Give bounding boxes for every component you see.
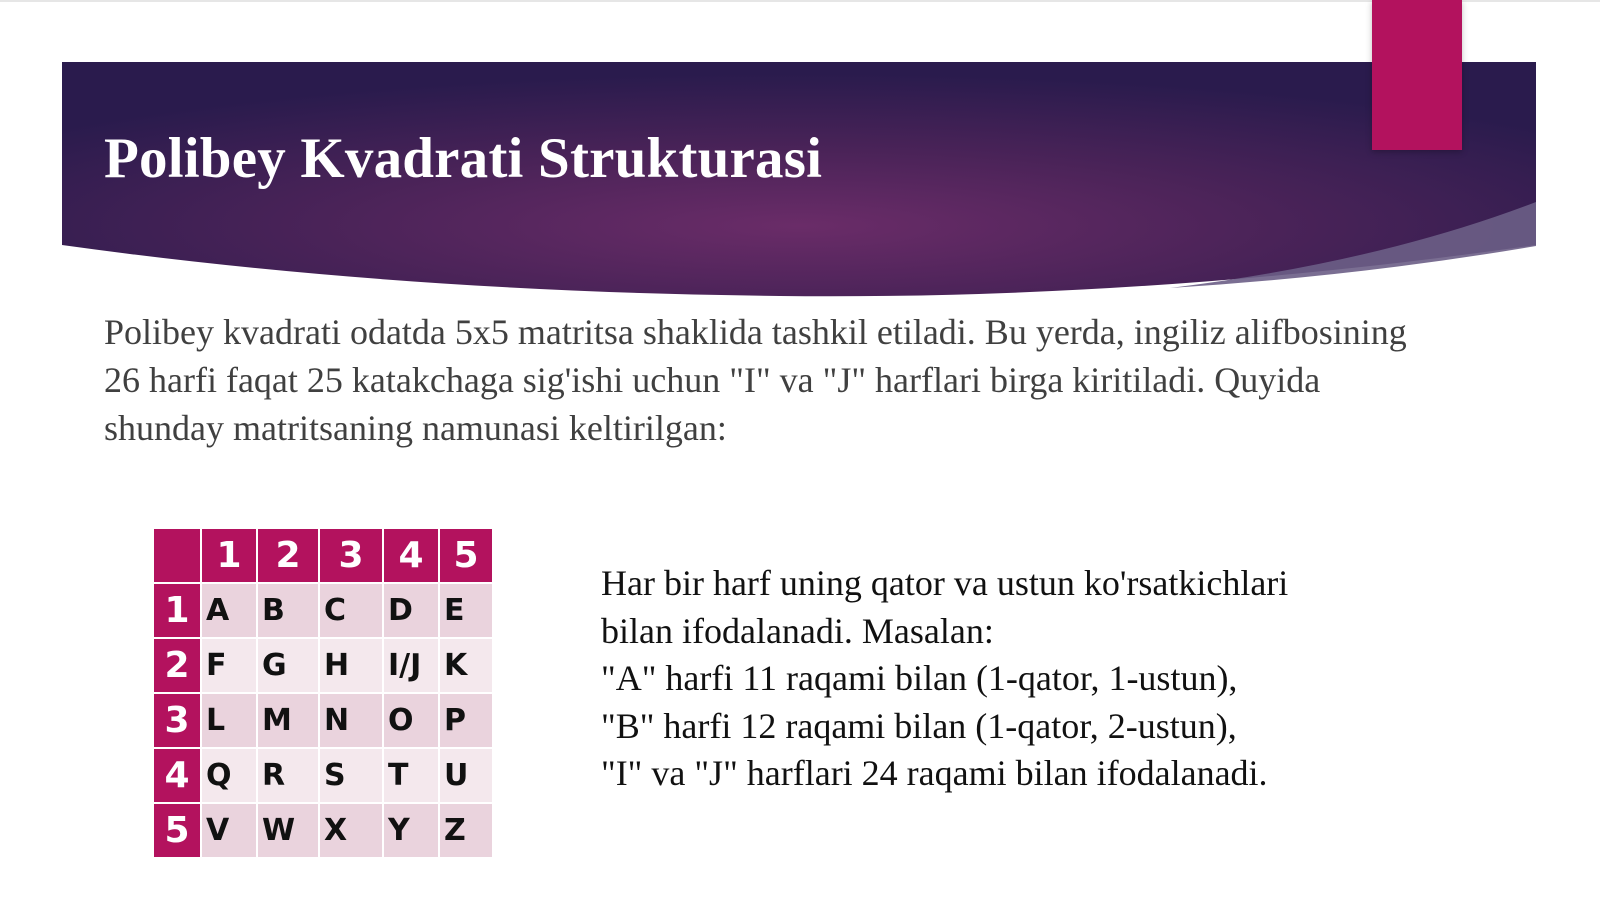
table-cell: D (383, 583, 439, 638)
table-row (153, 638, 493, 693)
column-header-2: 2 (257, 528, 319, 583)
table-cell: I/J (383, 638, 439, 693)
table-cell: G (257, 638, 319, 693)
table-cell: F (201, 638, 257, 693)
table-cell: N (319, 693, 383, 748)
row-header: 2 (153, 638, 201, 693)
intro-paragraph: Polibey kvadrati odatda 5x5 matritsa shaklida tashkil etiladi. Bu yerda, ingiliz alifbosining 26 harfi faqat 25 katakchaga sig'ishi uchun "I" va "J" harflari birga kiritiladi. Quyida shunday matritsaning namunasi keltirilgan: (104, 312, 1407, 448)
corner-cell (153, 528, 201, 583)
table-cell: H (319, 638, 383, 693)
slide-title: Polibey Kvadrati Strukturasi (104, 127, 823, 190)
table-cell: Y (383, 803, 439, 858)
explanation-line: "B" harfi 12 raqami bilan (1-qator, 2-ustun), (601, 705, 1237, 746)
column-header-5: 5 (439, 528, 493, 583)
table-cell: L (201, 693, 257, 748)
table-header-row (153, 528, 493, 583)
table-cell: P (439, 693, 493, 748)
table-cell: Q (201, 748, 257, 803)
explanation-line: "I" va "J" harflari 24 raqami bilan ifodalanadi. (601, 753, 1268, 793)
table-cell: U (439, 748, 493, 803)
row-header: 5 (153, 803, 201, 858)
row-header: 4 (153, 748, 201, 803)
table-cell: C (319, 583, 383, 638)
table-row (153, 583, 493, 638)
column-header-4: 4 (383, 528, 439, 583)
accent-bookmark (1372, 0, 1462, 150)
table-cell: T (383, 748, 439, 803)
explanation-line: "A" harfi 11 raqami bilan (1-qator, 1-ustun), (601, 658, 1238, 698)
table-cell: M (257, 693, 319, 748)
table-cell: Z (439, 803, 493, 858)
explanation-line: Har bir harf uning qator va ustun ko'rsatkichlari (601, 563, 1289, 603)
explanation-line: bilan ifodalanadi. Masalan: (601, 610, 994, 651)
column-header-1: 1 (201, 528, 257, 583)
table-cell: E (439, 583, 493, 638)
header-banner (0, 0, 1600, 310)
table-cell: S (319, 748, 383, 803)
polybius-square-table (152, 527, 494, 859)
row-header: 3 (153, 693, 201, 748)
table-cell: B (257, 583, 319, 638)
table-row (153, 748, 493, 803)
table-cell: R (257, 748, 319, 803)
table-cell: O (383, 693, 439, 748)
column-header-3: 3 (319, 528, 383, 583)
table-cell: V (201, 803, 257, 858)
row-header: 1 (153, 583, 201, 638)
table-cell: K (439, 638, 493, 693)
table-row (153, 693, 493, 748)
table-cell: X (319, 803, 383, 858)
explanation-text (601, 560, 1501, 798)
table-row (153, 803, 493, 858)
table-cell: A (201, 583, 257, 638)
table-cell: W (257, 803, 319, 858)
